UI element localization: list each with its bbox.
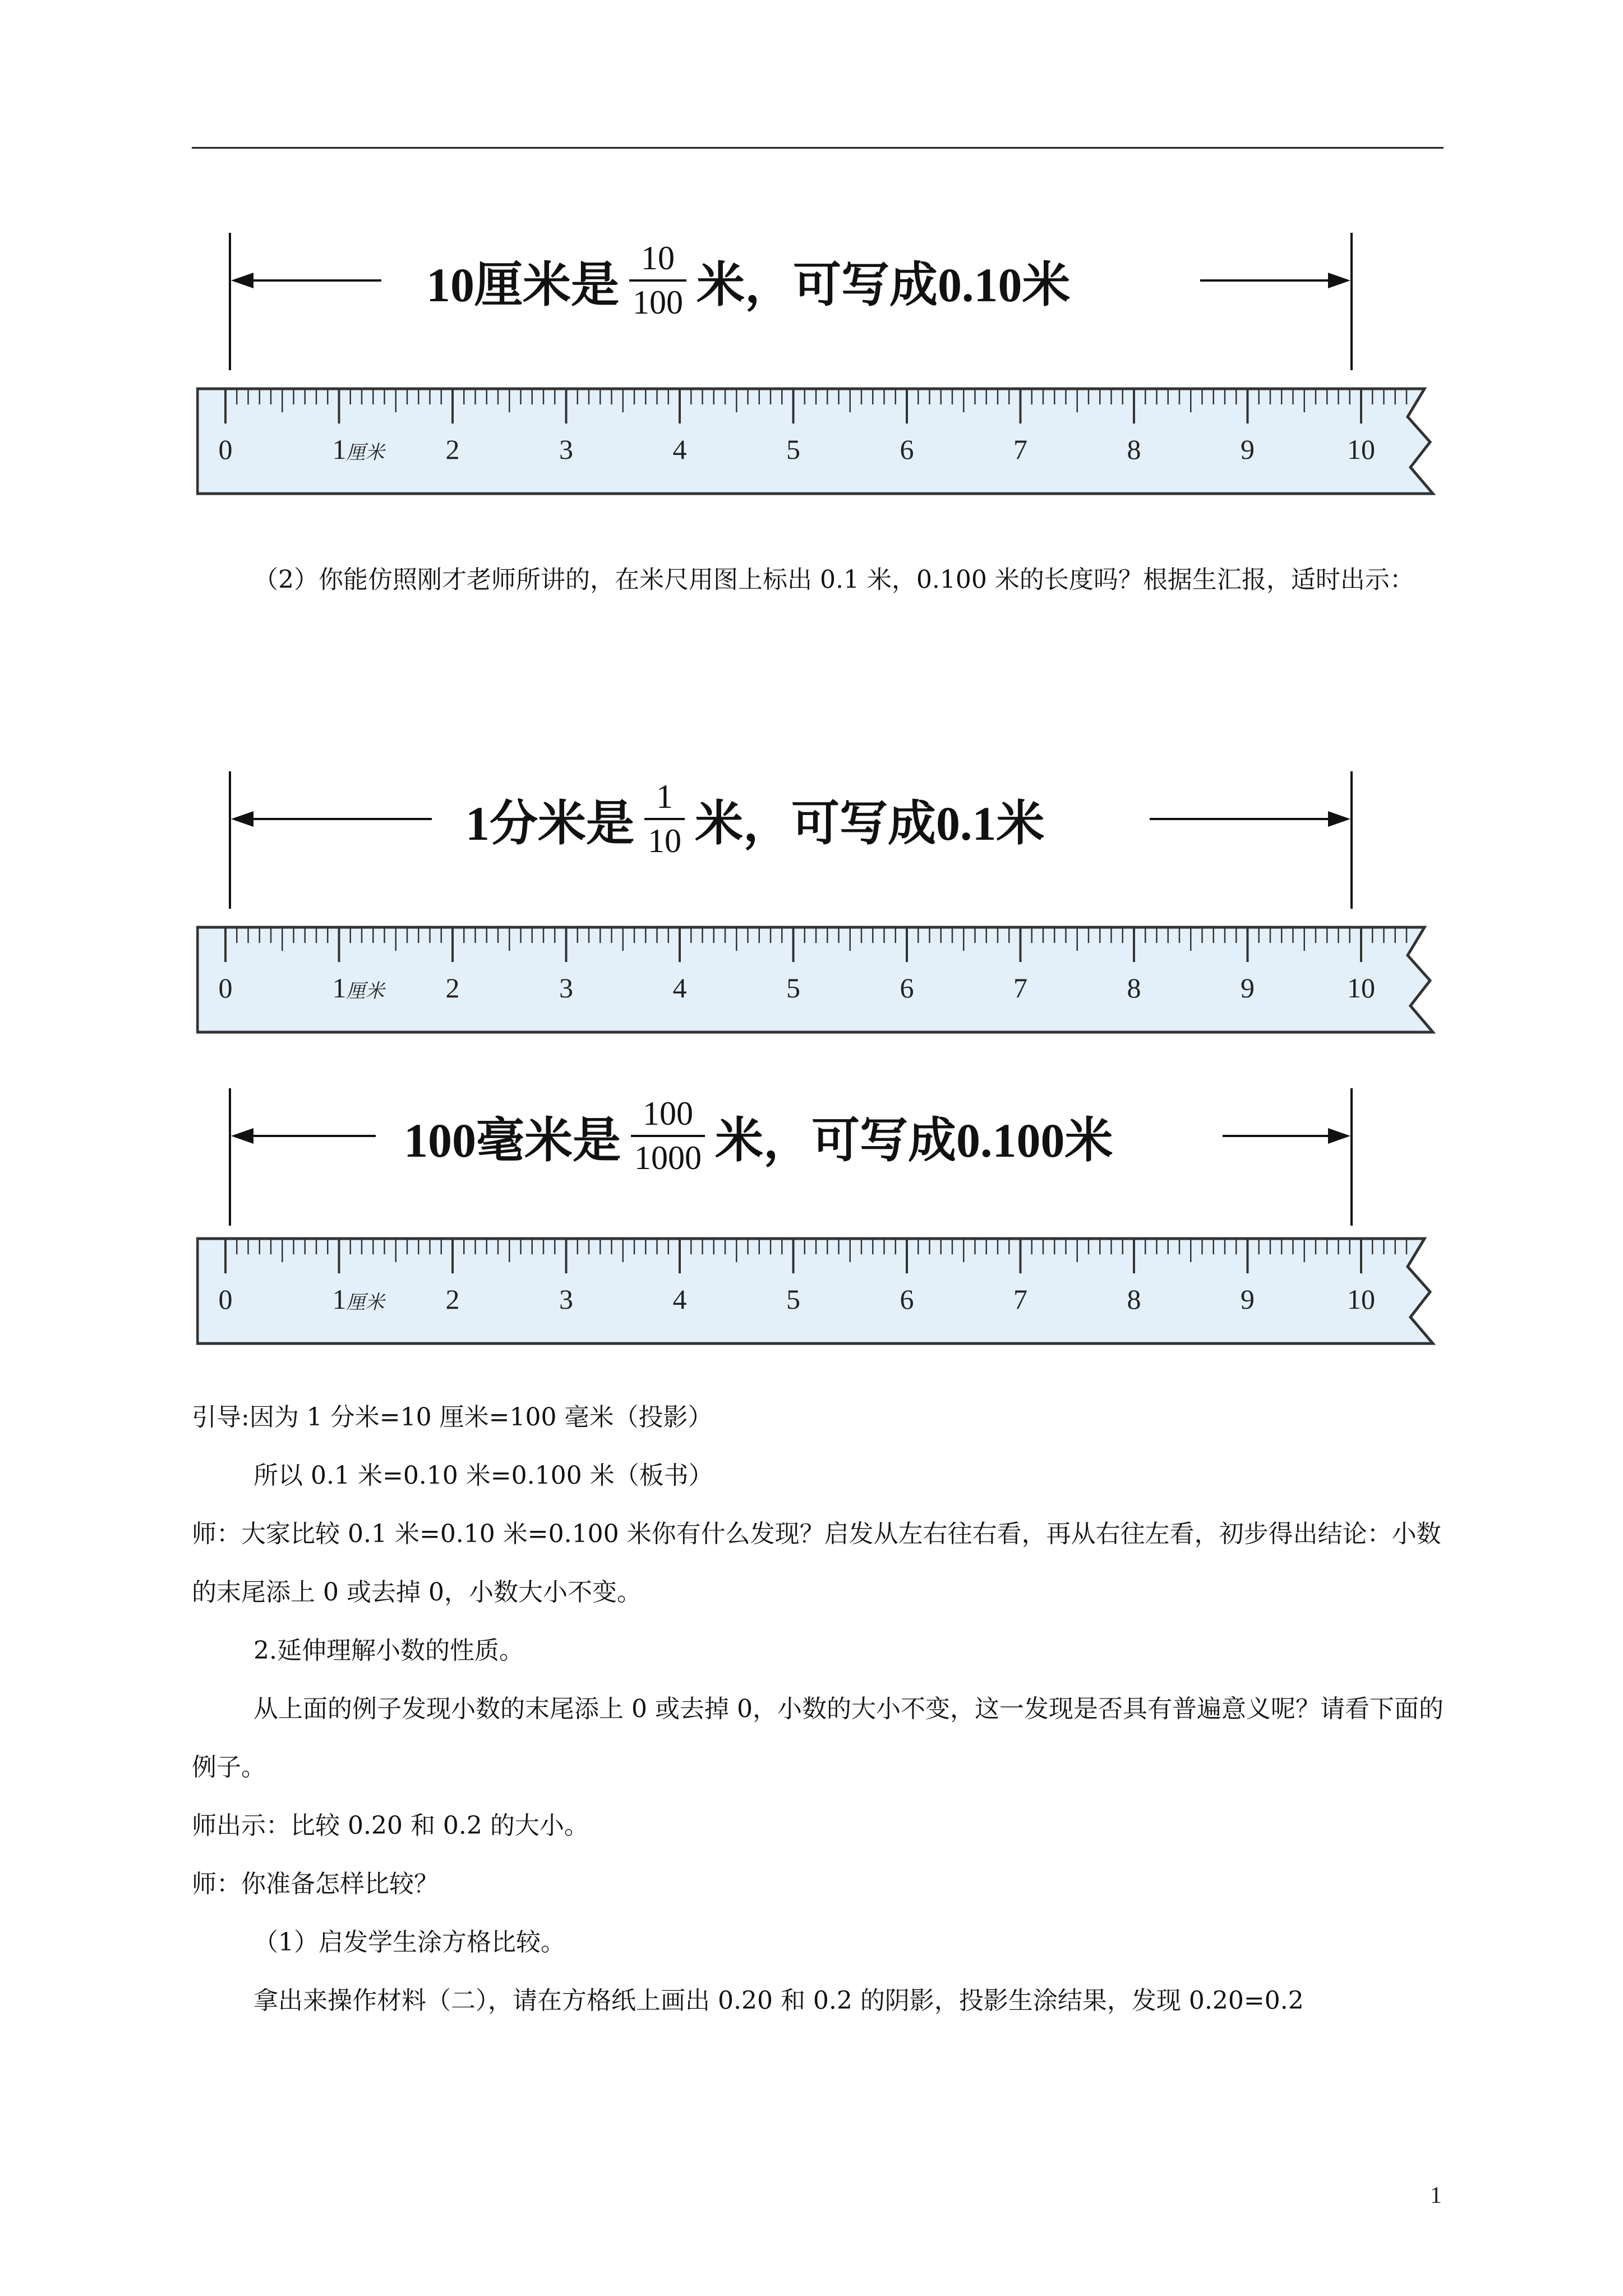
- dimension-line-left: [247, 1135, 376, 1137]
- diagram-1-decimeter: [0, 763, 1623, 1077]
- paragraph-extend: 2.延伸理解小数的性质。: [253, 1636, 524, 1665]
- page-number: 1: [1430, 2183, 1442, 2208]
- ruler-tick-label: 9: [1241, 1283, 1255, 1315]
- fraction-numerator: 1: [656, 778, 673, 815]
- diagram-10-centimeters: [0, 224, 1623, 539]
- paragraph-teacher-show: 师出示：比较 0.20 和 0.2 的大小。: [192, 1811, 589, 1840]
- ruler-tick-label: 10: [1347, 1283, 1375, 1315]
- ruler-tick-label: 3: [559, 1283, 573, 1315]
- fraction-numerator: 100: [643, 1095, 693, 1132]
- paragraph-materials: 拿出来操作材料（二），请在方格纸上画出 0.20 和 0.2 的阴影，投影生涂结果，发现 0.20=0.2: [253, 1986, 1304, 2015]
- dimension-line-left: [247, 818, 432, 820]
- ruler-tick-label: 5: [786, 972, 800, 1004]
- dimension-line-right: [1223, 1135, 1335, 1137]
- ruler-tick-label: 10: [1347, 972, 1375, 1004]
- fraction: [631, 1096, 705, 1176]
- paragraph-teacher-compare: 师：大家比较 0.1 米=0.10 米=0.100 米你有什么发现？启发从左右往右看，再从右往左看，初步得出结论：小数的末尾添上 0 或去掉 0，小数大小不变。: [192, 1520, 1441, 1607]
- centimeter-ruler: [196, 1228, 1447, 1355]
- ruler-tick-label: 8: [1127, 1283, 1141, 1315]
- ruler-tick-label: 0: [218, 434, 233, 465]
- ruler-tick-label: 5: [786, 434, 800, 465]
- dimension-line-right: [1150, 818, 1335, 820]
- fraction: [644, 779, 685, 859]
- fraction-denominator: 1000: [631, 1135, 705, 1176]
- ruler-tick-label: 2: [445, 434, 460, 465]
- extension-line-right: [1350, 1088, 1353, 1226]
- caption-tail: 米，可写成0.100米: [715, 1114, 1113, 1167]
- fraction-numerator: 10: [641, 240, 675, 277]
- dimension-line-right: [1200, 279, 1335, 282]
- ruler-tick-label: 7: [1013, 1283, 1027, 1315]
- ruler-tick-label: 3: [559, 434, 573, 465]
- ruler-tick-label: 7: [1013, 972, 1027, 1004]
- paragraph-discovery: 从上面的例子发现小数的末尾添上 0 或去掉 0，小数的大小不变，这一发现是否具有普遍意义呢？请看下面的例子。: [192, 1695, 1444, 1782]
- extension-line-left: [229, 1088, 231, 1226]
- ruler-tick-label: 6: [900, 434, 914, 465]
- ruler-tick-label: 4: [672, 1283, 687, 1315]
- centimeter-ruler: [196, 917, 1447, 1043]
- ruler-tick-label: 6: [900, 972, 914, 1004]
- paragraph-teacher-ask: 师：你准备怎样比较？: [192, 1870, 439, 1898]
- arrow-right-icon: [1328, 811, 1350, 827]
- diagram-100-millimeters: [0, 1080, 1623, 1394]
- paragraph-guide: 引导:因为 1 分米=10 厘米=100 毫米（投影）: [192, 1403, 713, 1432]
- ruler-tick-label: 1厘米: [332, 1283, 385, 1315]
- paragraph-therefore: 所以 0.1 米=0.10 米=0.100 米（板书）: [253, 1461, 713, 1490]
- paragraph-question: （2）你能仿照刚才老师所讲的，在米尺用图上标出 0.1 米，0.100 米的长度吗？根据生汇报，适时出示：: [253, 565, 1414, 594]
- paragraph-shading: （1）启发学生涂方格比较。: [253, 1928, 565, 1957]
- fraction-denominator: 10: [644, 818, 685, 859]
- ruler-tick-label: 1厘米: [332, 434, 385, 465]
- caption-tail: 米，可写成0.1米: [695, 797, 1045, 850]
- ruler-tick-label: 2: [445, 972, 460, 1004]
- caption-lead: 1分米是: [465, 797, 634, 850]
- fraction: [629, 241, 686, 320]
- fraction-denominator: 100: [629, 279, 686, 320]
- extension-line-left: [229, 771, 231, 909]
- caption-lead: 10厘米是: [426, 258, 619, 312]
- diagram-caption: [465, 763, 1045, 875]
- ruler-graphic: [196, 379, 1447, 505]
- extension-line-left: [229, 233, 231, 370]
- header-rule: [192, 147, 1444, 149]
- centimeter-ruler: [196, 379, 1447, 505]
- ruler-tick-label: 7: [1013, 434, 1027, 465]
- ruler-graphic: [196, 917, 1447, 1043]
- ruler-tick-label: 9: [1241, 972, 1255, 1004]
- ruler-tick-label: 6: [900, 1283, 914, 1315]
- diagram-caption: [404, 1080, 1113, 1192]
- ruler-tick-label: 4: [672, 434, 687, 465]
- ruler-tick-label: 8: [1127, 434, 1141, 465]
- arrow-right-icon: [1328, 273, 1350, 288]
- ruler-tick-label: 3: [559, 972, 573, 1004]
- ruler-graphic: [196, 1228, 1447, 1355]
- ruler-tick-label: 9: [1241, 434, 1255, 465]
- ruler-tick-label: 0: [218, 1283, 233, 1315]
- ruler-tick-label: 2: [445, 1283, 460, 1315]
- ruler-tick-label: 1厘米: [332, 972, 385, 1004]
- extension-line-right: [1350, 771, 1353, 909]
- ruler-tick-label: 0: [218, 972, 233, 1004]
- ruler-tick-label: 5: [786, 1283, 800, 1315]
- arrow-right-icon: [1328, 1128, 1350, 1144]
- extension-line-right: [1350, 233, 1353, 370]
- caption-tail: 米，可写成0.10米: [697, 258, 1071, 312]
- caption-lead: 100毫米是: [404, 1114, 621, 1167]
- ruler-tick-label: 4: [672, 972, 687, 1004]
- dimension-line-left: [247, 279, 381, 282]
- ruler-tick-label: 10: [1347, 434, 1375, 465]
- ruler-tick-label: 8: [1127, 972, 1141, 1004]
- diagram-caption: [426, 224, 1071, 337]
